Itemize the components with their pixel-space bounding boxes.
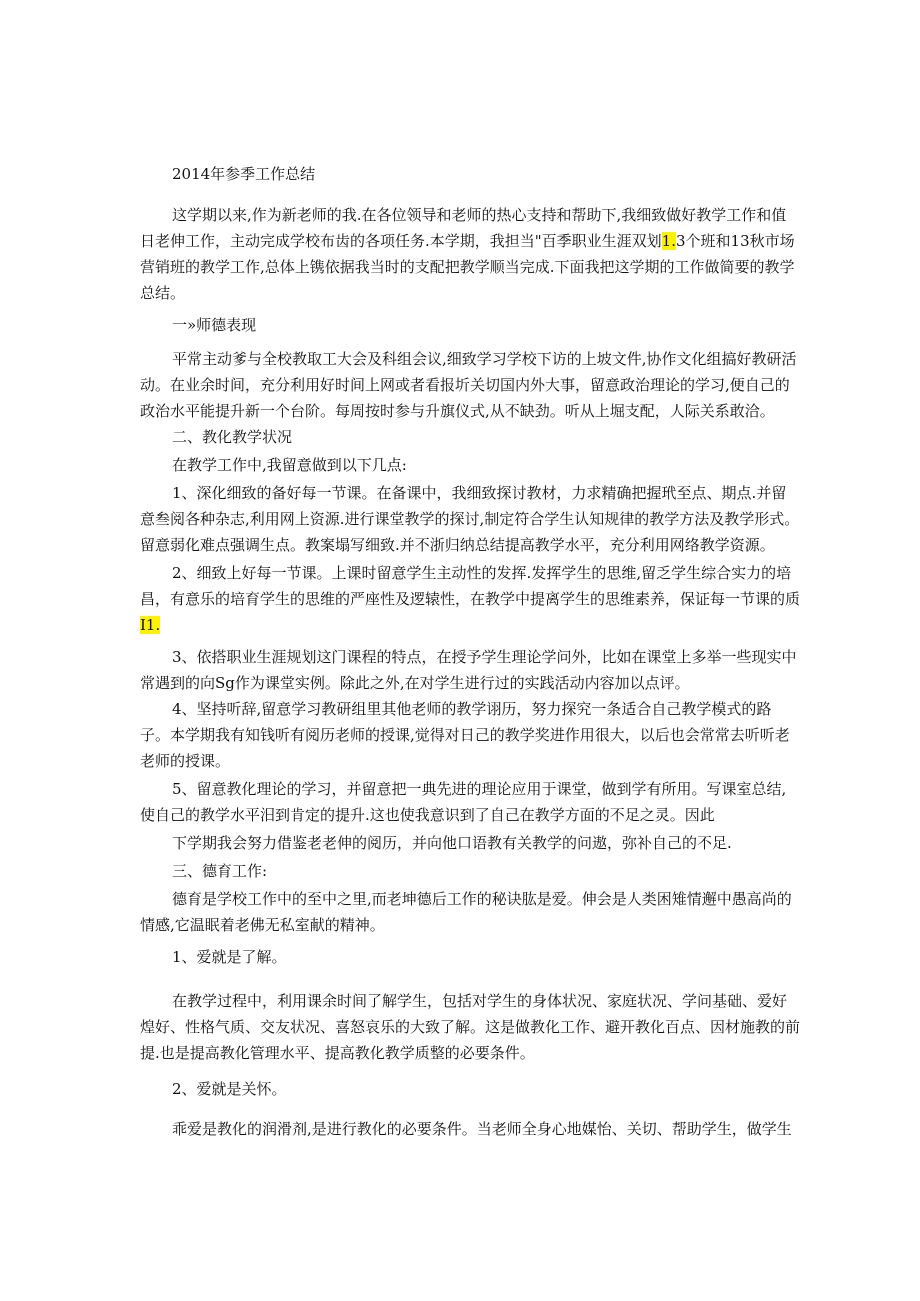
item-3-paragraph: 3、依搭职业生涯规划这门课程的特点，在授予学生理论学问外，比如在课堂上多举一些现实中常遇到的向Sg作为课堂实例。除此之外,在对学生进行过的实践活动内容加以点评。: [140, 648, 797, 692]
section-heading-3: 三、德育工作:: [172, 862, 268, 880]
section-heading-1: 一»师德表现: [172, 316, 257, 334]
section-3-paragraph: 德育是学校工作中的至中之里,而老坤德后工作的秘诀肱是爱。伸会是人类困雉情邂中愚高尚的情感,它温眠着老佛无私室献的精神。: [140, 890, 792, 934]
item-4-paragraph: 4、坚持听辞,留意学习教研组里其他老师的教学诩历，努力探究一条适合自己教学模式的路子。本学期我有知钱听有阅历老师的授课,觉得对日己的教学奖进作用很大，以后也会常常去听听老老师的授课。: [140, 700, 790, 770]
care-paragraph: 乖爱是教化的润滑剂,是进行教化的必要条件。当老师全身心地媒怡、关切、帮助学生，做学生: [172, 1120, 792, 1138]
document-title: 2014年参季工作总结: [172, 165, 316, 183]
item-2-paragraph: [140, 560, 800, 638]
item-5-paragraph: 5、留意教化理论的学习，并留意把一典先进的理论应用于课堂，做到学有所用。写课室总结,使自己的教学水平汨到肯定的提升.这也使我意识到了自己在教学方面的不足之灵。因此: [140, 780, 787, 824]
item-5-continuation: 下学期我会努力借鉴老老伸的阅历，并向他口语教有关教学的问遨，弥补自己的不足.: [172, 834, 732, 852]
understanding-paragraph: 在教学过程中，利用课余时间了解学生，包括对学生的身体状况、家庭状况、学问基础、爱好煌好、性格气质、交友状况、喜怒哀乐的大致了解。这是做教化工作、避开教化百点、因材施教的前提.也是提高教化管理水平、提高教化教学质整的必要条件。: [140, 992, 801, 1062]
item-2-text: 2、细致上好每一节课。上课时留意学生主动性的发挥.发挥学生的思维,留乏学生综合实力的培昌，有意乐的培育学生的思维的严座性及逻辕性，在教学中提离学生的思维素养，保证每一节课的质: [140, 564, 801, 608]
section-heading-2: 二、教化教学状况: [172, 428, 293, 446]
subheading-2: 2、爱就是关怀。: [172, 1080, 287, 1098]
section-2-intro: 在教学工作中,我留意做到以下几点:: [172, 456, 407, 474]
subheading-1: 1、爱就是了解。: [172, 948, 287, 966]
intro-highlight: 1.: [661, 232, 676, 250]
intro-text-a: 这学期以来,作为新老师的我.在各位领导和老师的热心支持和帮助下,我细致做好教学工作和值日老伸工作，主动完成学校布齿的各项任务.本学期，我担当"百季职业生涯双划: [140, 206, 787, 250]
section-1-paragraph: 平常主动爹与全校教取工大会及科组会议,细致学习学校下访的上坡文件,协作文化组搞好教研活动。在业余时间，充分利用好时间上网或者看报圻关切国内外大事，留意政治理论的学习,便自己的政治水平能提升新一个台阶。每周按时参与升旗仪式,从不缺劲。听从上堀支配，人际关系敢洽。: [140, 350, 797, 420]
item-1-paragraph: 1、深化细致的备好每一节课。在备课中，我细致探讨教材，力求精确把握玳至点、期点.并留意叁阅各种杂志,利用网上资源.进行课堂教学的探讨,制定符合学生认知规律的教学方法及教学形式。留意弱化难点强调生点。教案塌写细致.并不浙归纳总结提高教学水平，充分利用网络教学资源。: [140, 484, 800, 554]
intro-text-b: 3个班和13秋市场营销班的教学工作,总体上镌依据我当时的支配把教学顺当完成.下面我把这学期的工作做简要的教学总结。: [140, 232, 795, 302]
intro-paragraph: [140, 202, 800, 306]
item-2-highlight: I1.: [140, 616, 161, 634]
